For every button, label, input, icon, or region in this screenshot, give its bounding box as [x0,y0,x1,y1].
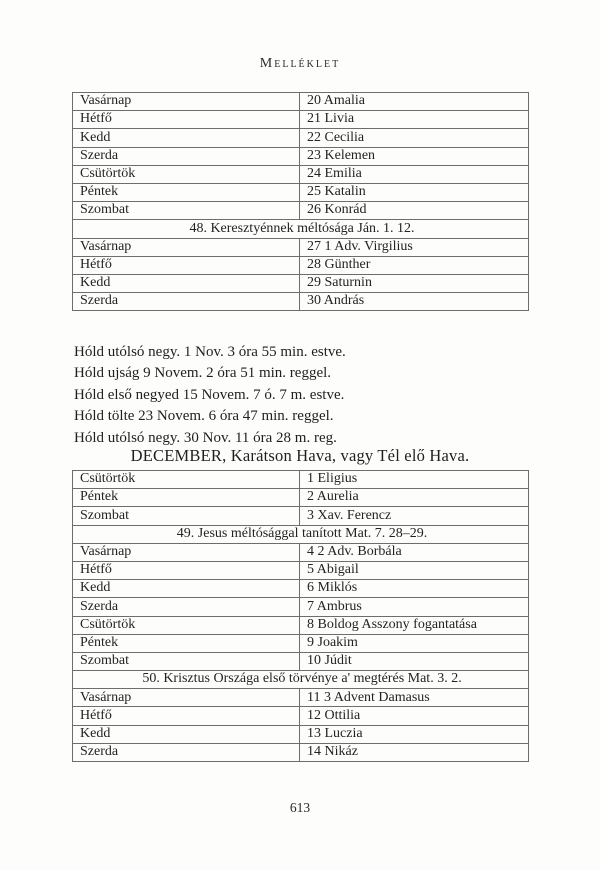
november-calendar-table [72,92,529,311]
table-row [73,183,529,201]
day-cell: Kedd [73,129,300,147]
day-cell: Szerda [73,147,300,165]
day-cell: Kedd [73,580,300,598]
moon-phases-paragraph [74,342,346,449]
day-cell: Csütörtök [73,165,300,183]
day-cell: Péntek [73,489,300,507]
day-cell: Péntek [73,183,300,201]
page-number: 613 [289,800,311,815]
entry-cell: 24 Emilia [300,165,529,183]
entry-cell: 29 Saturnin [300,274,529,292]
entry-cell: 23 Kelemen [300,147,529,165]
moon-phase-line: Hóld ujság 9 Novem. 2 óra 51 min. reggel. [74,365,332,382]
moon-phase-line: Hóld utólsó negy. 1 Nov. 3 óra 55 min. estve. [74,344,346,360]
moon-phase-line: Hóld első negyed 15 Novem. 7 ó. 7 m. estve. [74,386,345,403]
entry-cell: 9 Joakim [300,634,529,652]
december-calendar-table [72,470,529,762]
table-row [73,129,529,147]
day-cell: Kedd [73,725,300,743]
entry-cell: 30 András [300,293,529,311]
day-cell: Hétfő [73,707,300,725]
table-row [73,471,529,489]
table-row [73,256,529,274]
entry-cell: 20 Amalia [300,93,529,111]
table-row [73,652,529,670]
table-row [73,707,529,725]
entry-cell: 28 Günther [300,256,529,274]
entry-cell: 22 Cecilia [300,129,529,147]
table-row [73,489,529,507]
table-row [73,671,529,689]
entry-cell: 14 Nikáz [300,743,529,761]
table-row [73,543,529,561]
entry-cell: 21 Livia [300,111,529,129]
day-cell: Hétfő [73,256,300,274]
entry-cell: 6 Miklós [300,580,529,598]
entry-cell: 13 Luczia [300,725,529,743]
entry-cell: 4 2 Adv. Borbála [300,543,529,561]
table-row [73,580,529,598]
day-cell: Szombat [73,507,300,525]
entry-cell: 1 Eligius [300,471,529,489]
table-row [73,202,529,220]
table-row [73,111,529,129]
table-row [73,561,529,579]
moon-phase-line: Hóld tölte 23 Novem. 6 óra 47 min. reggel. [74,408,334,425]
table-row [73,507,529,525]
table-row [73,93,529,111]
table-row [73,147,529,165]
day-cell: Csütörtök [73,471,300,489]
entry-cell: 25 Katalin [300,183,529,201]
table-row [73,634,529,652]
day-cell: Kedd [73,274,300,292]
table-row [73,689,529,707]
entry-cell: 8 Boldog Asszony fogantatása [300,616,529,634]
day-cell: Szombat [73,202,300,220]
day-cell: Szombat [73,652,300,670]
entry-cell: 2 Aurelia [300,489,529,507]
table-row [73,525,529,543]
december-heading: DECEMBER, Karátson Hava, vagy Tél elő Hava. [130,446,470,465]
entry-cell: 27 1 Adv. Virgilius [300,238,529,256]
week-heading-cell: 48. Keresztyénnek méltósága Ján. 1. 12. [73,220,529,238]
day-cell: Vasárnap [73,238,300,256]
day-cell: Vasárnap [73,543,300,561]
day-cell: Szerda [73,293,300,311]
week-heading-cell: 49. Jesus méltósággal tanított Mat. 7. 28–29. [73,525,529,543]
table-row [73,725,529,743]
day-cell: Hétfő [73,561,300,579]
table-row [73,220,529,238]
day-cell: Péntek [73,634,300,652]
day-cell: Csütörtök [73,616,300,634]
day-cell: Szerda [73,598,300,616]
table-row [73,743,529,761]
day-cell: Vasárnap [73,93,300,111]
table-row [73,616,529,634]
table-row [73,598,529,616]
running-header: Melléklet [259,56,341,71]
entry-cell: 12 Ottilia [300,707,529,725]
entry-cell: 5 Abigail [300,561,529,579]
table-row [73,238,529,256]
entry-cell: 11 3 Advent Damasus [300,689,529,707]
entry-cell: 26 Konrád [300,202,529,220]
entry-cell: 7 Ambrus [300,598,529,616]
table-row [73,165,529,183]
moon-phase-line: Hóld utólsó negy. 30 Nov. 11 óra 28 m. reg. [74,429,337,446]
entry-cell: 3 Xav. Ferencz [300,507,529,525]
table-row [73,293,529,311]
day-cell: Szerda [73,743,300,761]
day-cell: Vasárnap [73,689,300,707]
table-row [73,274,529,292]
entry-cell: 10 Júdit [300,652,529,670]
day-cell: Hétfő [73,111,300,129]
week-heading-cell: 50. Krisztus Országa első törvénye a' megtérés Mat. 3. 2. [73,671,529,689]
